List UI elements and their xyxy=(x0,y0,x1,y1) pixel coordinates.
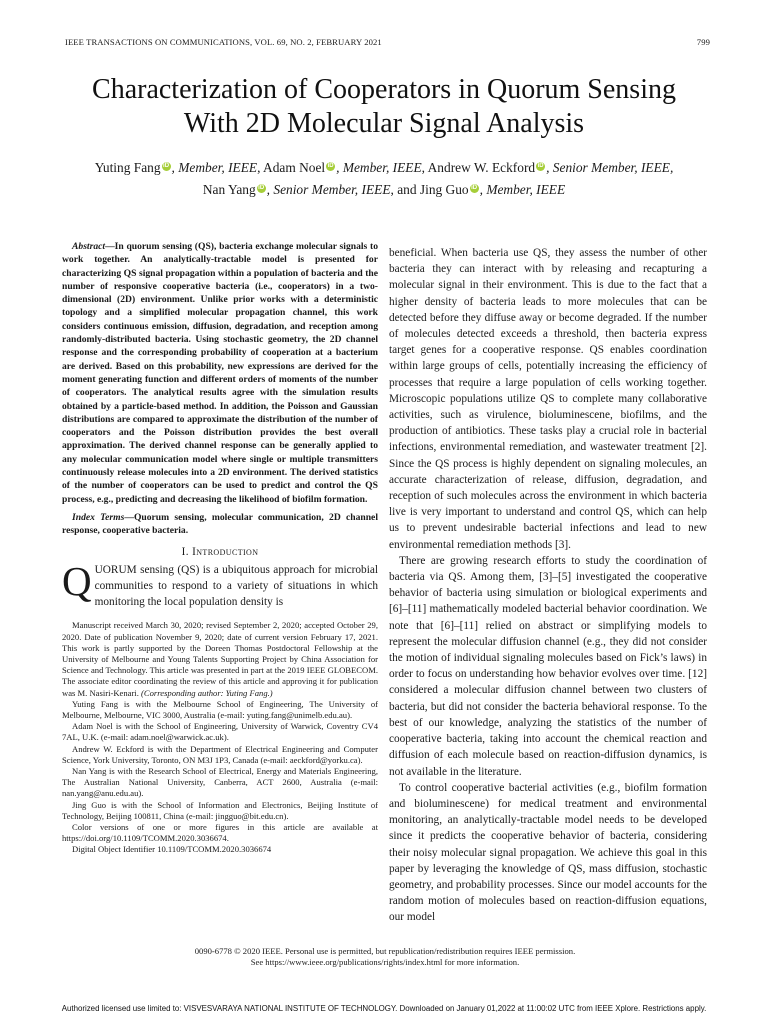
index-terms-label: Index Terms xyxy=(72,511,125,523)
body-paragraph: There are growing research efforts to study the coordination of bacteria via QS. Among them, [3]–[5] investigated the cooperative behavior of bacteria using simulation or biological experiments and [6]–[11] mathematically modeled bacterial behavior coordination. We note that [6]–[11] relied on abstract or simplifying models to represent the molecular diffusion channel (e.g., they did not consider the motion of individual signaling molecules based on Fick’s laws) in order to focus on understanding how behavior evolves over time. [12] considered a molecular diffusion channel between two clusters of bacteria, but did not consider the bacteria behavioral response. To the best of our knowledge, analyzing the statistics of the number of cooperative bacteria, taking into account the chemical reaction and diffusion of each molecule based on reaction-diffusion dynamics, is not available in the literature. xyxy=(389,554,707,778)
page-number: 799 xyxy=(696,37,710,47)
author-name: , Adam Noel xyxy=(257,160,326,175)
footnote-affiliation: Andrew W. Eckford is with the Department of Electrical Engineering and Computer Science, York University, Toronto, ON M3J 1P3, Canada (e-mail: aeckford@yorku.ca). xyxy=(62,743,378,765)
footnote-affiliation: Yuting Fang is with the Melbourne School of Engineering, The University of Melbourne, Melbourne, VIC 3000, Australia (e-mail: yuting.fang@unimelb.edu.au). xyxy=(62,698,378,720)
orcid-icon[interactable]: iD xyxy=(258,184,265,191)
intro-smallcaps: UORUM xyxy=(94,563,137,576)
author-list xyxy=(40,157,728,201)
title-line-2: With 2D Molecular Signal Analysis xyxy=(183,108,585,139)
body-paragraph: To control cooperative bacterial activities (e.g., biofilm formation and bioluminescene) for medical treatment and environmental monitoring, an analytically-tractable model needs to be developed since it predicts the cooperative behavior of bacteria, considering their noisy molecular signal propagation. We achieve this goal in this paper by leveraging the knowledge of QS, mass diffusion, stochastic geometry, and probability processes. Since our model accounts for the random motion of molecules based on reaction-diffusion equations, our model xyxy=(389,781,707,924)
abstract-text: —In quorum sensing (QS), bacteria exchange molecular signals to work together. An analytically-tractable model is presented for characterizing QS signal propagation within a population of bacteria and the number of responsive cooperative bacteria (i.e., cooperators) in a two-dimensional (2D) environment. Unlike prior works with a deterministic topology and a simplified molecular propagation channel, this work considers continuous emission, diffusion, degradation, and reception among randomly-distributed bacteria. Using stochastic geometry, the 2D channel response and the corresponding probability of cooperation at a bacterium are derived. Based on this probability, new expressions are derived for the moment generating function and different orders of moments of the number of cooperators. The analytical results agree with the simulation results obtained by a particle-based method. In addition, the Poisson and Gaussian distributions are compared to approximate the distribution of the number of cooperators and the Poisson distribution provides the best overall approximation. The derived channel response can be generally applied to any molecular communication model where single or multiple transmitters continuously release molecules into a 2D environment. The derived statistics of the number of cooperators can be used to predict and control the QS process, e.g., predicting and decreasing the likelihood of biofilm formation. xyxy=(62,241,378,505)
left-column xyxy=(62,240,378,856)
author-role: , Member, IEEE xyxy=(336,160,422,175)
orcid-icon[interactable]: iD xyxy=(471,184,478,191)
footnote-affiliation: Adam Noel is with the School of Engineering, University of Warwick, Coventry CV4 7AL, U.K. (e-mail: adam.noel@warwick.ac.uk). xyxy=(62,721,378,743)
section-title: Introduction xyxy=(192,545,259,558)
footnote-color-versions: Color versions of one or more figures in this article are available at https://doi.org/10.1109/TCOMM.2020.3036674. xyxy=(62,822,378,844)
author-name: , and Jing Guo xyxy=(390,182,469,197)
license-bar: Authorized licensed use limited to: VISVESVARAYA NATIONAL INSTITUTE OF TECHNOLOGY. Downloaded on January 01,2022 at 11:00:02 UTC from IEEE Xplore. Restrictions apply. xyxy=(61,1004,707,1013)
author-role: , Member, IEEE xyxy=(171,160,258,175)
abstract xyxy=(62,240,378,506)
section-heading xyxy=(62,544,378,560)
author-role: , Member, IEEE xyxy=(479,182,566,197)
orcid-icon[interactable]: iD xyxy=(163,162,170,169)
footnote-affiliation: Jing Guo is with the School of Information and Electronics, Beijing Institute of Technology, Beijing 100811, China (e-mail: jingguo@bit.edu.cn). xyxy=(62,799,378,821)
orcid-icon[interactable]: iD xyxy=(327,162,334,169)
author-name: Nan Yang xyxy=(202,182,256,197)
right-column xyxy=(389,245,707,926)
footnote-affiliation: Nan Yang is with the Research School of Electrical, Energy and Materials Engineering, The Australian National University, Canberra, ACT 2600, Australia (e-mail: nan.yang@anu.edu.au). xyxy=(62,765,378,799)
running-head xyxy=(65,37,710,47)
footnotes xyxy=(62,620,378,855)
author-role: , Senior Member, IEEE, xyxy=(546,160,674,175)
corresponding-author: (Corresponding author: Yuting Fang.) xyxy=(141,687,273,698)
paper-title xyxy=(40,73,728,141)
title-line-1: Characterization of Cooperators in Quorum Sensing xyxy=(92,74,676,105)
author-name: , Andrew W. Eckford xyxy=(421,160,536,175)
drop-cap: Q xyxy=(62,557,92,604)
rights-link[interactable]: See https://www.ieee.org/publications/rights/index.html for more information. xyxy=(250,957,520,967)
index-terms xyxy=(62,511,378,538)
journal-info: IEEE TRANSACTIONS ON COMMUNICATIONS, VOL. 69, NO. 2, FEBRUARY 2021 xyxy=(65,37,382,47)
author-role: , Senior Member, IEEE xyxy=(266,182,391,197)
orcid-icon[interactable]: iD xyxy=(537,162,544,169)
footnote-doi: Digital Object Identifier 10.1109/TCOMM.2020.3036674 xyxy=(72,844,272,855)
footnote-manuscript: Manuscript received March 30, 2020; revised September 2, 2020; accepted October 29, 2020. Date of publication November 9, 2020; date of current version February 17, 2021. This work is partly supported by the Doreen Thomas Postdoctoral Fellowship at the University of Melbourne and Young Talents Supporting Project by China Association for Science and Technology. This article was presented in part at the 2019 IEEE GLOBECOM. The associate editor coordinating the review of this article and approving it for publication was M. Nasiri-Kenari. (Corresponding author: Yuting Fang.) xyxy=(62,620,378,698)
copyright-line: 0090-6778 © 2020 IEEE. Personal use is permitted, but republication/redistribution requires IEEE permission. xyxy=(194,946,576,956)
index-terms-text: —Quorum sensing, molecular communication, 2D channel response, cooperative bacteria. xyxy=(62,511,378,537)
intro-paragraph xyxy=(62,557,378,611)
author-name: Yuting Fang xyxy=(94,160,161,175)
intro-text: sensing (QS) is a ubiquitous approach for microbial communities to respond to a variety of situations in which monitoring the local population density is xyxy=(94,563,378,609)
body-paragraph: beneficial. When bacteria use QS, they assess the number of other bacteria they can interact with by releasing and recapturing a molecular signal in their environment. This is due to the fact that a higher density of bacteria leads to more molecules that can be detected before they diffuse away or become degraded. If the number of molecules detected exceeds a threshold, then bacteria express target genes for a cooperative response. QS enables coordination within large groups of cells, potentially increasing the efficiency of processes that require a large population of cells working together. Microscopic populations utilize QS to complete many collaborative activities, such as virulence, bioluminescene, biofilms, and the production of antibiotics. These tasks play a crucial role in bacterial infections, environmental remediation, and wastewater treatment [2]. Since the QS process is highly dependent on signaling molecules, an accurate characterization of release, diffusion, degradation, and reception of such molecules across the environment in which bacteria live is very important to understand and control QS, which can help us to prevent undesirable bacterial infections and lead to new environmental remediation methods [3]. xyxy=(389,247,707,551)
abstract-label: Abstract xyxy=(72,241,106,252)
copyright-notice xyxy=(62,946,708,968)
section-number: I. xyxy=(181,545,189,558)
